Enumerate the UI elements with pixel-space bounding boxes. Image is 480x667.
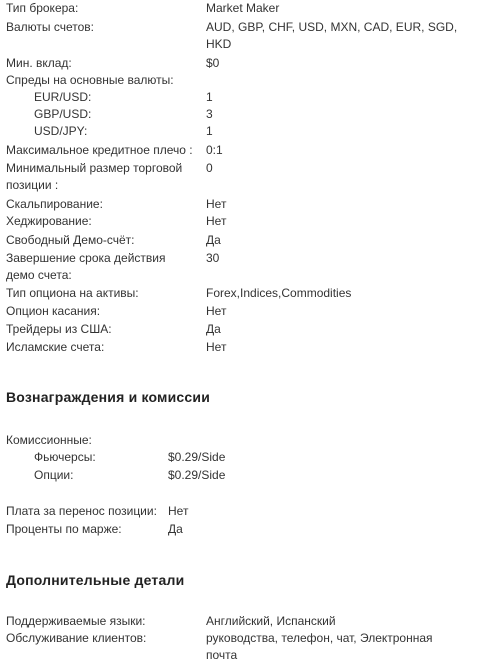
value-support: руководства, телефон, чат, Электронная почта	[206, 631, 433, 662]
label-option-type: Тип опциона на активы:	[6, 286, 139, 300]
label-us-traders: Трейдеры из США:	[6, 322, 112, 336]
section-heading-rewards: Вознаграждения и комиссии	[6, 389, 211, 405]
value-touch-option: Нет	[206, 304, 227, 318]
value-us-traders: Да	[206, 322, 221, 336]
value-max-leverage: 0:1	[206, 143, 223, 157]
label-hedging: Хеджирование:	[6, 214, 92, 228]
value-demo-expiry: 30	[206, 251, 220, 265]
label-demo-expiry: Завершение срока действия демо счета:	[6, 251, 166, 282]
value-commission-futures: $0.29/Side	[168, 450, 226, 464]
value-margin-interest: Да	[168, 522, 183, 536]
label-account-currencies: Валюты счетов:	[6, 20, 95, 34]
value-min-deposit: $0	[206, 56, 220, 70]
label-rollover: Плата за перенос позиции:	[6, 504, 157, 518]
value-spread-eurusd: 1	[206, 90, 213, 104]
label-margin-interest: Проценты по марже:	[6, 522, 122, 536]
label-languages: Поддерживаемые языки:	[6, 614, 146, 628]
label-max-leverage: Максимальное кредитное плечо :	[6, 143, 193, 157]
label-commission-options: Опции:	[34, 468, 74, 482]
value-commission-options: $0.29/Side	[168, 468, 226, 482]
label-islamic: Исламские счета:	[6, 340, 105, 354]
label-commission-futures: Фьючерсы:	[34, 450, 96, 464]
value-account-currencies: AUD, GBP, CHF, USD, MXN, CAD, EUR, SGD, HKD	[206, 20, 458, 51]
value-languages: Английский, Испанский	[206, 614, 336, 628]
value-scalping: Нет	[206, 197, 227, 211]
value-islamic: Нет	[206, 340, 227, 354]
label-scalping: Скальпирование:	[6, 197, 103, 211]
value-hedging: Нет	[206, 214, 227, 228]
section-heading-details: Дополнительные детали	[6, 572, 185, 588]
label-min-deposit: Мин. вклад:	[6, 56, 72, 70]
label-spreads: Спреды на основные валюты:	[6, 73, 174, 87]
label-spread-eurusd: EUR/USD:	[34, 90, 92, 104]
label-free-demo: Свободный Демо-счёт:	[6, 233, 135, 247]
value-free-demo: Да	[206, 233, 221, 247]
value-spread-usdjpy: 1	[206, 124, 213, 138]
value-spread-gbpusd: 3	[206, 107, 213, 121]
label-min-position: Минимальный размер торговой позиции :	[6, 161, 183, 192]
label-spread-usdjpy: USD/JPY:	[34, 124, 88, 138]
label-commissions: Комиссионные:	[6, 433, 92, 447]
value-option-type: Forex,Indices,Commodities	[206, 286, 352, 300]
label-support: Обслуживание клиентов:	[6, 631, 147, 645]
value-rollover: Нет	[168, 504, 189, 518]
value-broker-type: Market Maker	[206, 1, 280, 15]
value-min-position: 0	[206, 161, 213, 175]
label-broker-type: Тип брокера:	[6, 1, 79, 15]
label-spread-gbpusd: GBP/USD:	[34, 107, 92, 121]
label-touch-option: Опцион касания:	[6, 304, 101, 318]
